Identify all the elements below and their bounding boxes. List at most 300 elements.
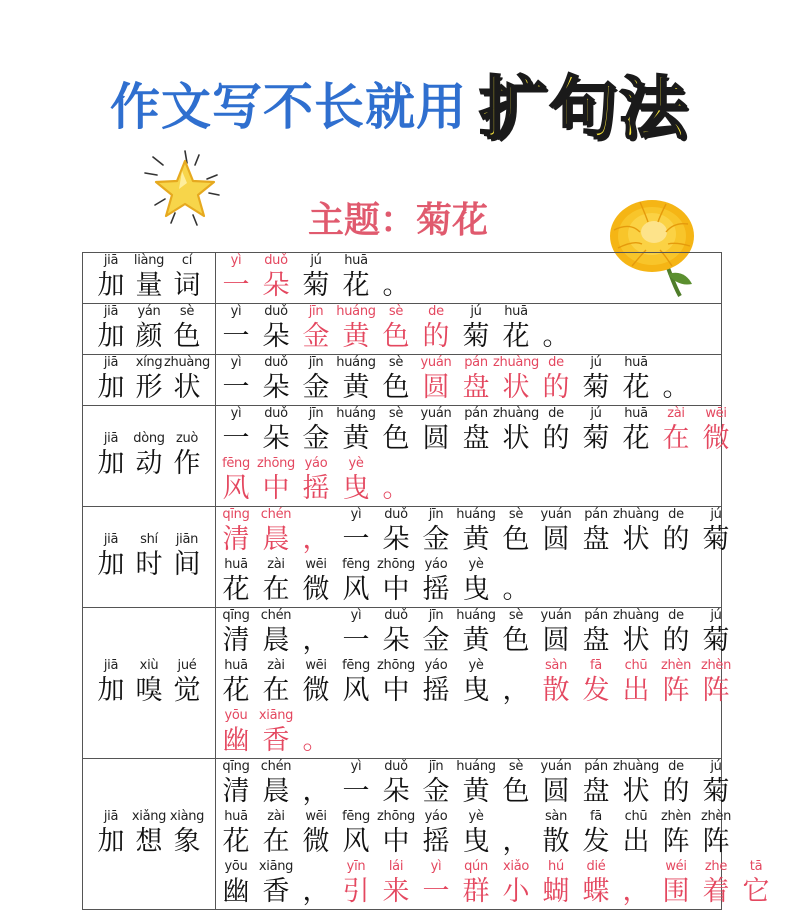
pinyin: pán	[464, 406, 488, 421]
label-line	[83, 355, 215, 405]
pinyin: xiàng	[169, 809, 205, 824]
char-cell	[376, 859, 416, 909]
hanzi: 出	[622, 675, 650, 706]
hanzi: 围	[662, 876, 690, 907]
char-cell	[216, 658, 256, 708]
char-cell	[92, 809, 130, 859]
hanzi: 色	[173, 321, 201, 352]
char-cell	[496, 658, 536, 708]
char-cell	[416, 608, 456, 658]
sentence-line	[216, 355, 721, 405]
label-line	[83, 253, 215, 303]
char-cell	[216, 708, 256, 758]
hanzi: 黄	[342, 423, 370, 454]
char-cell	[613, 507, 659, 557]
char-cell	[616, 809, 656, 859]
char-cell	[656, 608, 696, 658]
char-cell	[496, 304, 536, 354]
pinyin: jú	[710, 759, 722, 774]
char-cell	[696, 507, 736, 557]
hanzi: 朵	[262, 321, 290, 352]
char-cell	[416, 759, 456, 809]
hanzi: 清	[222, 625, 250, 656]
char-cell	[416, 859, 456, 909]
pinyin: jiā	[103, 304, 119, 319]
pinyin: zhuàng	[493, 355, 539, 370]
pinyin: dié	[586, 859, 606, 874]
char-cell	[496, 859, 536, 909]
pinyin: yáo	[424, 557, 448, 572]
char-cell	[256, 304, 296, 354]
char-cell	[376, 406, 416, 456]
char-cell	[536, 304, 576, 354]
row-add-color	[83, 304, 722, 355]
pinyin: duǒ	[264, 406, 288, 421]
char-cell	[256, 658, 296, 708]
pinyin: fēng	[222, 456, 250, 471]
hanzi: 一	[422, 876, 450, 907]
sentence-line	[216, 809, 732, 859]
char-cell	[376, 557, 416, 607]
hanzi: 风	[342, 675, 370, 706]
hanzi: 曳	[462, 574, 490, 605]
hanzi: 摇	[422, 826, 450, 857]
hanzi: 色	[382, 321, 410, 352]
pinyin: de	[548, 355, 564, 370]
char-cell	[296, 608, 336, 658]
pinyin: dòng	[133, 431, 165, 446]
hanzi: ，	[622, 876, 650, 907]
sentence-line	[216, 304, 721, 354]
hanzi: 。	[382, 473, 410, 504]
hanzi: 微	[702, 423, 730, 454]
pinyin: duǒ	[384, 608, 408, 623]
char-cell	[496, 608, 536, 658]
char-cell	[256, 456, 296, 506]
pinyin: fā	[590, 809, 602, 824]
hanzi: 加	[97, 448, 125, 479]
char-cell	[336, 658, 376, 708]
pinyin: zhōng	[376, 809, 415, 824]
pinyin: sè	[508, 608, 524, 623]
pinyin: huā	[224, 557, 248, 572]
pinyin: yōu	[224, 708, 248, 723]
char-cell	[216, 253, 256, 303]
sentence-line	[216, 406, 730, 456]
hanzi: 摇	[422, 675, 450, 706]
char-cell	[216, 809, 256, 859]
char-cell	[616, 658, 656, 708]
hanzi: 加	[97, 826, 125, 857]
char-cell	[92, 253, 130, 303]
char-cell	[336, 759, 376, 809]
hanzi: 花	[222, 826, 250, 857]
char-cell	[696, 658, 736, 708]
hanzi: 花	[622, 423, 650, 454]
pinyin: xiāng	[258, 708, 294, 723]
pinyin: sè	[508, 507, 524, 522]
hanzi: 香	[262, 876, 290, 907]
pinyin: huā	[624, 406, 648, 421]
char-cell	[416, 507, 456, 557]
char-cell	[168, 658, 206, 708]
pinyin: jú	[590, 355, 602, 370]
hanzi: 蝴	[542, 876, 570, 907]
pinyin: huáng	[336, 304, 376, 319]
hanzi: 一	[342, 776, 370, 807]
char-cell	[130, 809, 168, 859]
pinyin: yì	[230, 355, 242, 370]
char-cell	[456, 355, 496, 405]
char-cell	[576, 859, 616, 909]
hanzi: 状	[622, 524, 650, 555]
hanzi: 黄	[342, 372, 370, 403]
char-cell	[376, 355, 416, 405]
hanzi: 一	[222, 372, 250, 403]
char-cell	[656, 859, 696, 909]
hanzi: 花	[222, 675, 250, 706]
row-label	[83, 253, 216, 304]
pinyin: yì	[230, 406, 242, 421]
pinyin: yì	[230, 253, 242, 268]
char-cell	[696, 859, 736, 909]
hanzi: 发	[582, 826, 610, 857]
hanzi: 圆	[422, 423, 450, 454]
pinyin: yīn	[346, 859, 366, 874]
hanzi: 中	[382, 826, 410, 857]
hanzi: ，	[302, 776, 330, 807]
pinyin: qīng	[222, 507, 250, 522]
hanzi: 蝶	[582, 876, 610, 907]
hanzi: 阵	[702, 826, 730, 857]
hanzi: 动	[135, 448, 163, 479]
pinyin: zài	[667, 406, 685, 421]
pinyin: yì	[350, 759, 362, 774]
char-cell	[493, 406, 539, 456]
hanzi: 一	[222, 423, 250, 454]
hanzi: 。	[382, 270, 410, 301]
hanzi: 朵	[262, 423, 290, 454]
pinyin: xiāng	[258, 859, 294, 874]
char-cell	[164, 355, 210, 405]
char-cell	[296, 456, 336, 506]
hanzi: 阵	[662, 675, 690, 706]
hanzi: 作	[173, 448, 201, 479]
pinyin: zài	[267, 809, 285, 824]
char-cell	[536, 507, 576, 557]
hanzi: 花	[502, 321, 530, 352]
row-label	[83, 304, 216, 355]
hanzi: 菊	[302, 270, 330, 301]
char-cell	[656, 658, 696, 708]
char-cell	[536, 406, 576, 456]
hanzi: 花	[342, 270, 370, 301]
pinyin: zhuàng	[613, 608, 659, 623]
pinyin: zhuàng	[493, 406, 539, 421]
hanzi: 加	[97, 270, 125, 301]
pinyin: wēi	[305, 557, 327, 572]
pinyin: huáng	[336, 355, 376, 370]
hanzi: 阵	[662, 826, 690, 857]
hanzi: 的	[542, 372, 570, 403]
sentence-line	[216, 557, 721, 607]
char-cell	[168, 532, 206, 582]
char-cell	[656, 759, 696, 809]
hanzi: 形	[135, 372, 163, 403]
hanzi: 中	[382, 574, 410, 605]
pinyin: tā	[749, 859, 763, 874]
hanzi: 圆	[542, 625, 570, 656]
hanzi: 黄	[462, 524, 490, 555]
hanzi: 金	[302, 321, 330, 352]
char-cell	[576, 355, 616, 405]
pinyin: jú	[310, 253, 322, 268]
pinyin: huā	[504, 304, 528, 319]
char-cell	[92, 532, 130, 582]
pinyin: sàn	[544, 658, 568, 673]
char-cell	[296, 304, 336, 354]
pinyin: yuán	[540, 507, 572, 522]
page-title	[110, 58, 689, 148]
pinyin: huáng	[456, 608, 496, 623]
char-cell	[336, 507, 376, 557]
row-add-quantifier	[83, 253, 722, 304]
char-cell	[256, 355, 296, 405]
pinyin: sè	[388, 355, 404, 370]
pinyin: duǒ	[264, 253, 288, 268]
char-cell	[616, 859, 656, 909]
pinyin: huā	[344, 253, 368, 268]
char-cell	[456, 759, 496, 809]
hanzi: 幽	[222, 725, 250, 756]
sentence-line	[216, 456, 721, 506]
hanzi: 。	[662, 372, 690, 403]
hanzi: 摇	[302, 473, 330, 504]
hanzi: 引	[342, 876, 370, 907]
hanzi: 花	[622, 372, 650, 403]
char-cell	[456, 557, 496, 607]
pinyin: xiù	[139, 658, 159, 673]
hanzi: 黄	[462, 625, 490, 656]
hanzi: 菊	[702, 524, 730, 555]
hanzi: 的	[542, 423, 570, 454]
char-cell	[336, 608, 376, 658]
pinyin: zhèn	[660, 809, 692, 824]
hanzi: 时	[135, 549, 163, 580]
pinyin: jú	[710, 608, 722, 623]
char-cell	[496, 809, 536, 859]
char-cell	[613, 608, 659, 658]
pinyin: jiā	[103, 355, 119, 370]
row-label	[83, 406, 216, 507]
pinyin: fēng	[342, 557, 370, 572]
char-cell	[296, 557, 336, 607]
char-cell	[168, 809, 206, 859]
char-cell	[296, 859, 336, 909]
char-cell	[216, 507, 256, 557]
pinyin: yè	[468, 658, 484, 673]
hanzi: 朵	[262, 270, 290, 301]
char-cell	[576, 608, 616, 658]
hanzi: 曳	[462, 675, 490, 706]
pinyin: duǒ	[264, 304, 288, 319]
pinyin: yì	[350, 507, 362, 522]
hanzi: 一	[342, 625, 370, 656]
hanzi: 菊	[702, 625, 730, 656]
hanzi: 群	[462, 876, 490, 907]
hanzi: 。	[542, 321, 570, 352]
hanzi: 量	[135, 270, 163, 301]
char-cell	[296, 759, 336, 809]
hanzi: 状	[622, 776, 650, 807]
label-line	[83, 304, 215, 354]
row-add-smell	[83, 608, 722, 759]
pinyin: qīng	[222, 608, 250, 623]
char-cell	[256, 608, 296, 658]
pinyin: yán	[137, 304, 161, 319]
char-cell	[616, 355, 656, 405]
pinyin: qún	[464, 859, 488, 874]
char-cell	[92, 658, 130, 708]
char-cell	[216, 406, 256, 456]
pinyin: yì	[350, 608, 362, 623]
hanzi: 晨	[262, 625, 290, 656]
row-sentence	[216, 608, 732, 759]
hanzi: 的	[662, 625, 690, 656]
char-cell	[536, 859, 576, 909]
hanzi: 花	[222, 574, 250, 605]
hanzi: 色	[382, 372, 410, 403]
char-cell	[336, 859, 376, 909]
char-cell	[376, 456, 416, 506]
hanzi: 中	[262, 473, 290, 504]
char-cell	[376, 608, 416, 658]
pinyin: xiǎng	[131, 809, 167, 824]
hanzi: 一	[222, 321, 250, 352]
char-cell	[256, 557, 296, 607]
pinyin: duǒ	[264, 355, 288, 370]
hanzi: 金	[422, 524, 450, 555]
hanzi: 曳	[342, 473, 370, 504]
row-sentence	[216, 507, 730, 608]
pinyin: yáo	[424, 658, 448, 673]
pinyin: jīn	[428, 759, 444, 774]
pinyin: chū	[624, 809, 648, 824]
row-sentence	[216, 253, 722, 304]
char-cell	[696, 809, 736, 859]
sentence-line	[216, 708, 721, 758]
char-cell	[696, 759, 736, 809]
pinyin: de	[428, 304, 444, 319]
pinyin: chén	[260, 608, 292, 623]
char-cell	[536, 759, 576, 809]
char-cell	[130, 532, 168, 582]
char-cell	[296, 406, 336, 456]
hanzi: 微	[302, 826, 330, 857]
hanzi: 状	[622, 625, 650, 656]
pinyin: yì	[430, 859, 442, 874]
pinyin: jiā	[103, 253, 119, 268]
hanzi: 它	[742, 876, 770, 907]
pinyin: huáng	[336, 406, 376, 421]
pinyin: jīn	[308, 406, 324, 421]
hanzi: 散	[542, 675, 570, 706]
hanzi: 圆	[542, 524, 570, 555]
char-cell	[576, 658, 616, 708]
char-cell	[616, 406, 656, 456]
pinyin: liàng	[133, 253, 165, 268]
char-cell	[336, 406, 376, 456]
pinyin: sè	[388, 304, 404, 319]
char-cell	[456, 658, 496, 708]
pinyin: yè	[468, 809, 484, 824]
char-cell	[536, 809, 576, 859]
hanzi: ，	[502, 675, 530, 706]
char-cell	[456, 507, 496, 557]
pinyin: sè	[179, 304, 195, 319]
char-cell	[696, 406, 736, 456]
sentence-line	[216, 507, 730, 557]
pinyin: zhōng	[256, 456, 295, 471]
pinyin: wēi	[305, 809, 327, 824]
hanzi: 盘	[462, 372, 490, 403]
char-cell	[376, 809, 416, 859]
char-cell	[376, 253, 416, 303]
pinyin: zhuàng	[613, 759, 659, 774]
char-cell	[416, 304, 456, 354]
hanzi: 出	[622, 826, 650, 857]
hanzi: 一	[342, 524, 370, 555]
row-add-shape	[83, 355, 722, 406]
hanzi: 象	[173, 826, 201, 857]
char-cell	[130, 658, 168, 708]
pinyin: yì	[230, 304, 242, 319]
char-cell	[456, 608, 496, 658]
char-cell	[536, 355, 576, 405]
char-cell	[376, 507, 416, 557]
pinyin: jīn	[308, 355, 324, 370]
pinyin: de	[668, 608, 684, 623]
hanzi: 状	[502, 423, 530, 454]
char-cell	[336, 304, 376, 354]
pinyin: zhōng	[376, 557, 415, 572]
sentence-line	[216, 608, 730, 658]
sentence-line	[216, 759, 730, 809]
char-cell	[256, 253, 296, 303]
char-cell	[92, 431, 130, 481]
hanzi: 摇	[422, 574, 450, 605]
hanzi: 散	[542, 826, 570, 857]
row-add-time	[83, 507, 722, 608]
row-label	[83, 759, 216, 910]
hanzi: 着	[702, 876, 730, 907]
hanzi: 菊	[582, 372, 610, 403]
hanzi: 词	[173, 270, 201, 301]
hanzi: 的	[662, 524, 690, 555]
hanzi: 色	[502, 625, 530, 656]
char-cell	[216, 304, 256, 354]
hanzi: 黄	[462, 776, 490, 807]
char-cell	[696, 608, 736, 658]
hanzi: 的	[662, 776, 690, 807]
char-cell	[613, 759, 659, 809]
char-cell	[576, 507, 616, 557]
pinyin: zuò	[175, 431, 199, 446]
pinyin: jué	[177, 658, 197, 673]
pinyin: fēng	[342, 809, 370, 824]
pinyin: huā	[224, 658, 248, 673]
pinyin: qīng	[222, 759, 250, 774]
